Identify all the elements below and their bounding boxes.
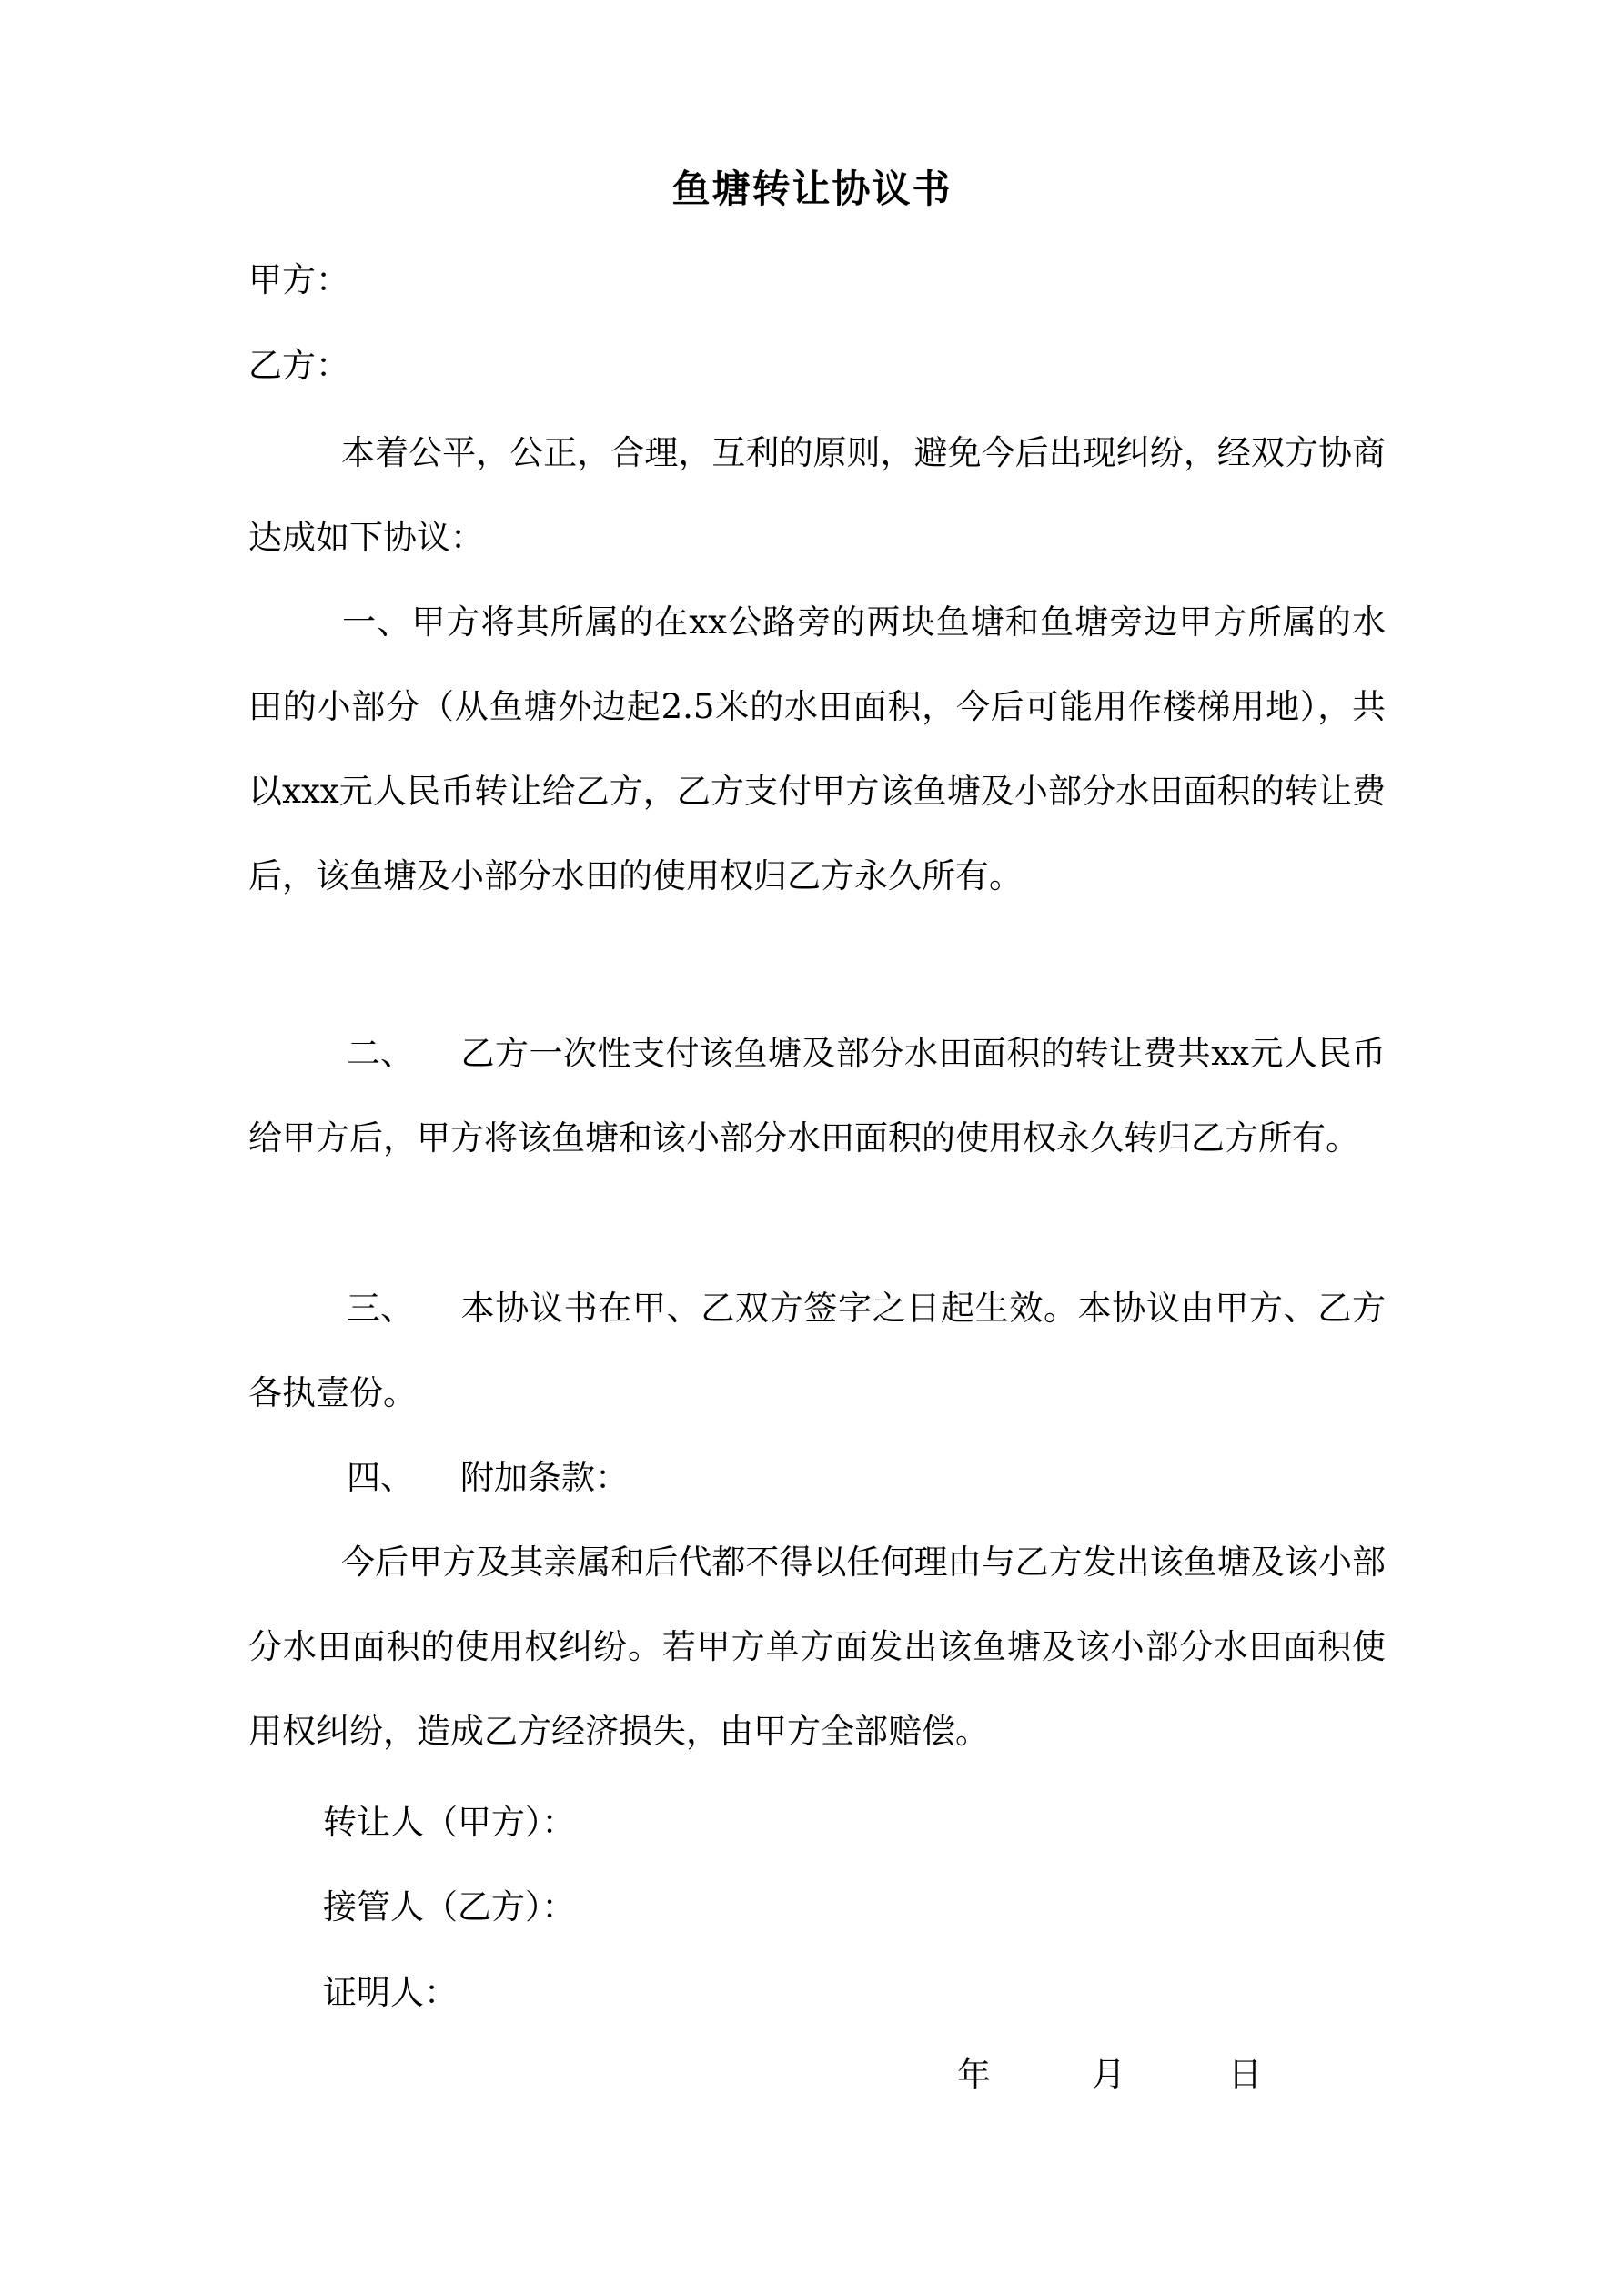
clause-4-paragraph bbox=[248, 1435, 1386, 1520]
witness-label: 证明人： bbox=[323, 1973, 458, 2012]
receiver-label: 接管人（乙方）： bbox=[323, 1887, 576, 1927]
clause-4-number: 四、 bbox=[347, 1458, 414, 1497]
clause-2-text: 乙方一次性支付该鱼塘及部分水田面积的转让费共xx元人民币给甲方后，甲方将该鱼塘和该小部分水田面积的使用权永久转归乙方所有。 bbox=[248, 1034, 1386, 1158]
date-month: 月 bbox=[1092, 2055, 1125, 2094]
clause-2-paragraph bbox=[248, 1011, 1386, 1180]
clause-4-body-text: 今后甲方及其亲属和后代都不得以任何理由与乙方发出该鱼塘及该小部分水田面积的使用权纠纷。若甲方单方面发出该鱼塘及该小部分水田面积使用权纠纷，造成乙方经济损失，由甲方全部赔偿。 bbox=[248, 1542, 1386, 1751]
preamble-paragraph bbox=[248, 410, 1386, 580]
date-day: 日 bbox=[1228, 2055, 1262, 2094]
clause-3-number: 三、 bbox=[347, 1289, 414, 1328]
clause-1-text: 一、甲方将其所属的在xx公路旁的两块鱼塘和鱼塘旁边甲方所属的水田的小部分（从鱼塘外边起2.5米的水田面积，今后可能用作楼梯用地），共以xxx元人民币转让给乙方，乙方支付甲方该鱼塘及小部分水田面积的转让费后，该鱼塘及小部分水田的使用权归乙方永久所有。 bbox=[248, 602, 1386, 895]
transferor-label: 转让人（甲方）： bbox=[323, 1803, 576, 1842]
clause-4-text: 附加条款： bbox=[460, 1458, 629, 1497]
document-title: 鱼塘转让协议书 bbox=[671, 167, 953, 211]
party-b-label: 乙方： bbox=[248, 346, 349, 385]
clause-3-text: 本协议书在甲、乙双方签字之日起生效。本协议由甲方、乙方各执壹份。 bbox=[248, 1289, 1386, 1412]
party-a-label: 甲方： bbox=[248, 260, 349, 299]
preamble-text: 本着公平，公正，合理，互利的原则，避免今后出现纠纷，经双方协商达成如下协议： bbox=[248, 433, 1386, 557]
clause-2-number: 二、 bbox=[347, 1034, 414, 1073]
date-year: 年 bbox=[957, 2055, 991, 2094]
clause-1-paragraph bbox=[248, 580, 1386, 918]
clause-3-paragraph bbox=[248, 1266, 1386, 1435]
clause-4-body-paragraph bbox=[248, 1520, 1386, 1774]
